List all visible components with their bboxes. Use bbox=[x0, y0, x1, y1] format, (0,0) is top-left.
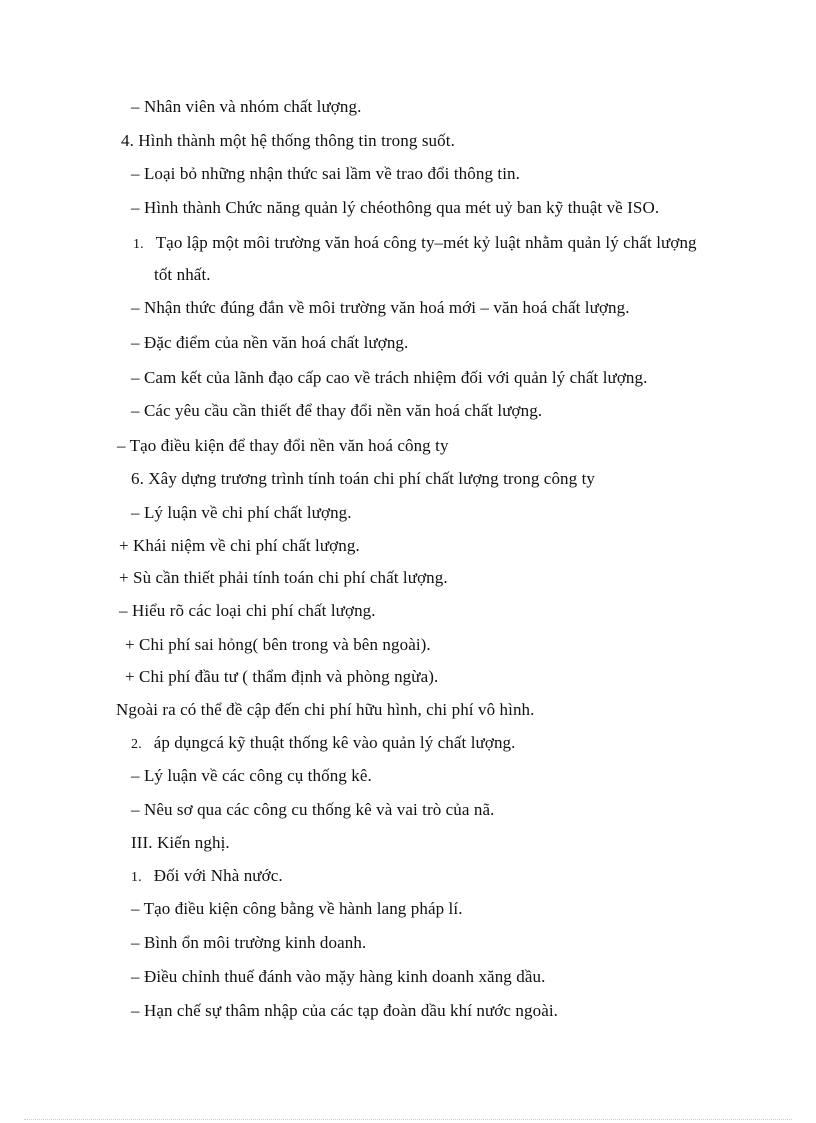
item-number: 1. bbox=[131, 870, 142, 885]
text-line: – Đặc điểm của nền văn hoá chất lượng. bbox=[131, 333, 409, 352]
text-line: – Điều chỉnh thuế đánh vào mặy hàng kinh doanh xăng dầu. bbox=[131, 967, 546, 986]
text-line: – Loại bỏ những nhận thức sai lầm về trao đổi thông tin. bbox=[131, 164, 520, 183]
text-line: – Tạo điều kiện công bằng về hành lang pháp lí. bbox=[131, 899, 463, 918]
text-line: – Hình thành Chức năng quản lý chéothông qua mét uỷ ban kỹ thuật về ISO. bbox=[131, 198, 660, 217]
text-line: – Cam kết của lãnh đạo cấp cao về trách nhiệm đối với quản lý chất lượng. bbox=[131, 368, 648, 387]
item-text: Đối với Nhà nước. bbox=[153, 866, 283, 885]
item-text: áp dụngcá kỹ thuật thống kê vào quản lý chất lượng. bbox=[153, 733, 516, 752]
text-line: 6. Xây dựng trương trình tính toán chi phí chất lượng trong công ty bbox=[131, 469, 596, 488]
item-text: Tạo lập một môi trường văn hoá công ty–mét kỷ luật nhằm quản lý chất lượng bbox=[155, 233, 697, 252]
numbered-item bbox=[131, 732, 516, 756]
text-line: Ngoài ra có thể đề cập đến chi phí hữu hình, chi phí vô hình. bbox=[116, 700, 535, 719]
item-number: 2. bbox=[131, 737, 142, 752]
numbered-item bbox=[133, 232, 697, 256]
text-line: – Nhân viên và nhóm chất lượng. bbox=[131, 97, 362, 116]
text-line: + Chi phí đầu tư ( thẩm định và phòng ngừa). bbox=[125, 667, 439, 686]
numbered-item bbox=[131, 865, 283, 889]
text-line: – Nêu sơ qua các công cu thống kê và vai trò của nã. bbox=[131, 800, 495, 819]
text-line: – Bình ổn môi trường kinh doanh. bbox=[131, 933, 367, 952]
text-line: – Lý luận về chi phí chất lượng. bbox=[131, 503, 352, 522]
text-line: – Lý luận về các công cụ thống kê. bbox=[131, 766, 372, 785]
text-line: 4. Hình thành một hệ thống thông tin trong suốt. bbox=[121, 131, 455, 150]
text-line: – Tạo điều kiện để thay đổi nền văn hoá công ty bbox=[117, 436, 449, 455]
item-number: 1. bbox=[133, 237, 144, 252]
text-line: – Các yêu cầu cần thiết để thay đổi nền văn hoá chất lượng. bbox=[131, 401, 543, 420]
text-line: – Hạn chế sự thâm nhập của các tạp đoàn dầu khí nước ngoài. bbox=[131, 1001, 559, 1020]
text-line: + Khái niệm về chi phí chất lượng. bbox=[119, 536, 360, 555]
section-heading: III. Kiến nghị. bbox=[131, 833, 230, 852]
text-line: – Nhận thức đúng đắn về môi trường văn hoá mới – văn hoá chất lượng. bbox=[131, 298, 630, 317]
text-line: – Hiểu rõ các loại chi phí chất lượng. bbox=[119, 601, 376, 620]
text-line: + Chi phí sai hỏng( bên trong và bên ngoài). bbox=[125, 635, 431, 654]
text-line: tốt nhất. bbox=[154, 265, 211, 284]
page-bottom-divider bbox=[24, 1119, 792, 1120]
text-line: + Sù cần thiết phải tính toán chi phí chất lượng. bbox=[119, 568, 448, 587]
